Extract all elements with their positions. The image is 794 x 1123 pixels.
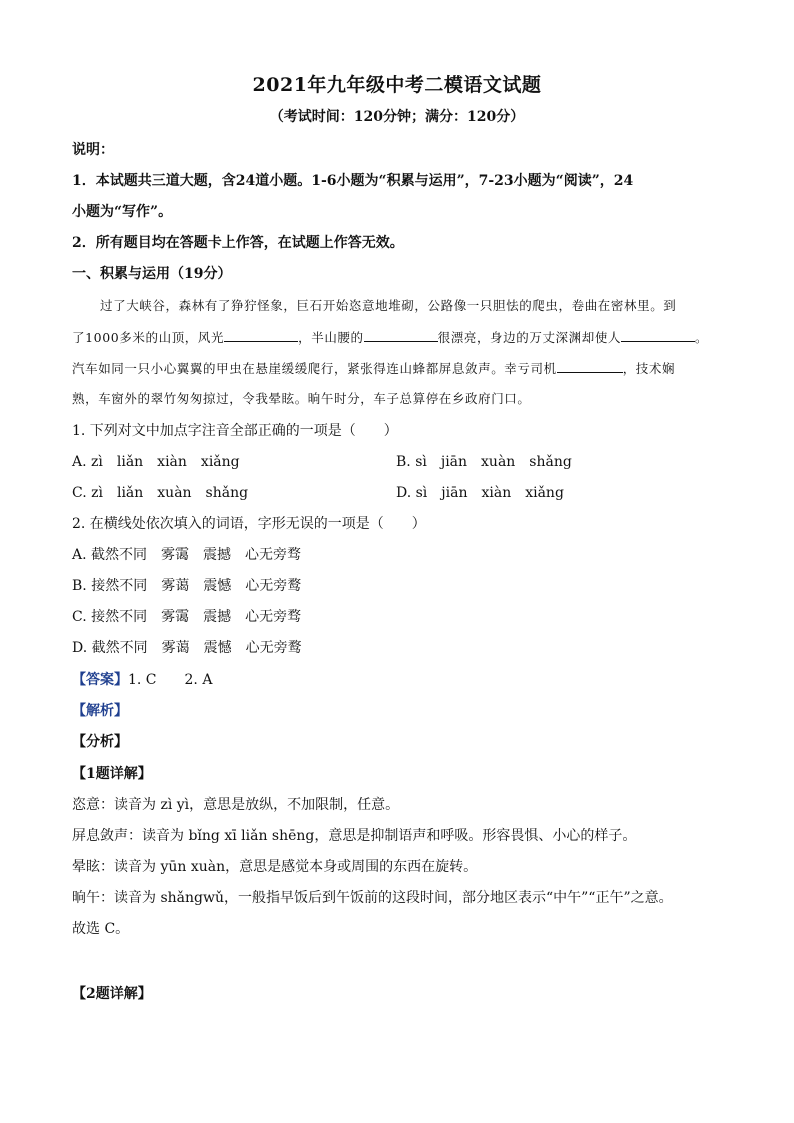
fill-blank-4 — [557, 358, 623, 373]
answer-tag: 【答案】 — [72, 672, 128, 688]
page-title: 2021年九年级中考二模语文试题 — [252, 74, 542, 96]
exam-info: （考试时间：120分钟；满分：120分） — [269, 109, 525, 125]
detail-line: 屏息敛声：读音为 bǐng xī liǎn shēng，意思是抑制语声和呼吸。形容畏惧、小心的样子。 — [72, 828, 637, 844]
question-1-stem: 1. 下列对文中加点字注音全部正确的一项是（ ） — [72, 423, 398, 439]
passage-line-3 — [72, 358, 675, 379]
analysis-tag: 【解析】 — [72, 703, 128, 719]
q2-option-c: C. 接然不同 雾霭 震撼 心无旁骛 — [72, 609, 302, 625]
detail-line: 晕眩：读音为 yūn xuàn，意思是感觉本身或周围的东西在旋转。 — [72, 859, 478, 875]
q1-option-b: B. sì jiān xuàn shǎng — [396, 454, 572, 470]
analysis-subheading: 【分析】 — [72, 734, 128, 750]
detail-line: 晌午：读音为 shǎngwǔ，一般指早饭后到午饭前的这段时间，部分地区表示“中午”“正午”之意。 — [72, 890, 673, 906]
answer-text: 1. C 2. A — [128, 672, 213, 688]
passage-text: 汽车如同一只小心翼翼的甲虫在悬崖缓缓爬行，紧张得连山蜂都屏息敛声。幸亏司机 — [72, 361, 557, 376]
passage-text: ，技术娴 — [622, 361, 676, 376]
passage-line-4: 熟，车窗外的翠竹匆匆掠过，令我晕眩。晌午时分，车子总算停在乡政府门口。 — [72, 391, 531, 406]
instructions-heading: 说明： — [72, 142, 114, 158]
fill-blank-2 — [364, 327, 438, 342]
detail-1-heading: 【1题详解】 — [72, 766, 152, 782]
q2-option-a: A. 截然不同 雾霭 震撼 心无旁骛 — [72, 547, 302, 563]
passage-text: 很漂亮，身边的万丈深渊却使人 — [437, 330, 622, 345]
fill-blank-3 — [621, 327, 695, 342]
q1-option-d: D. sì jiān xiàn xiǎng — [396, 485, 564, 501]
question-2-stem: 2. 在横线处依次填入的词语，字形无误的一项是（ ） — [72, 516, 426, 532]
instruction-1-line-1: 1．本试题共三道大题，含24道小题。1-6小题为“积累与运用”，7-23小题为“阅读”，24 — [72, 173, 634, 189]
passage-text: 了1000多米的山顶，风光 — [72, 330, 225, 345]
fill-blank-1 — [224, 327, 298, 342]
q2-option-d: D. 截然不同 雾蔼 震憾 心无旁鹜 — [72, 640, 302, 656]
detail-line: 故选 C。 — [72, 921, 130, 937]
instruction-2: 2．所有题目均在答题卡上作答，在试题上作答无效。 — [72, 235, 404, 251]
detail-2-heading: 【2题详解】 — [72, 986, 152, 1002]
answer-line — [72, 670, 212, 690]
section-1-heading: 一、积累与运用（19分） — [72, 266, 232, 282]
q2-option-b: B. 接然不同 雾蔼 震憾 心无旁鹜 — [72, 578, 302, 594]
q1-option-c: C. zì liǎn xuàn shǎng — [72, 485, 249, 501]
passage-line-2 — [72, 327, 708, 348]
q1-option-a: A. zì liǎn xiàn xiǎng — [72, 454, 240, 470]
passage-text: ，半山腰的 — [298, 330, 364, 345]
instruction-1-line-2: 小题为“写作”。 — [72, 204, 173, 220]
passage-line-1: 过了大峡谷，森林有了狰狞怪象，巨石开始恣意地堆砌，公路像一只胆怯的爬虫，卷曲在密林里。到 — [100, 298, 677, 313]
passage-text: 。 — [695, 330, 709, 345]
detail-line: 恣意：读音为 zì yì，意思是放纵，不加限制，任意。 — [72, 797, 400, 813]
